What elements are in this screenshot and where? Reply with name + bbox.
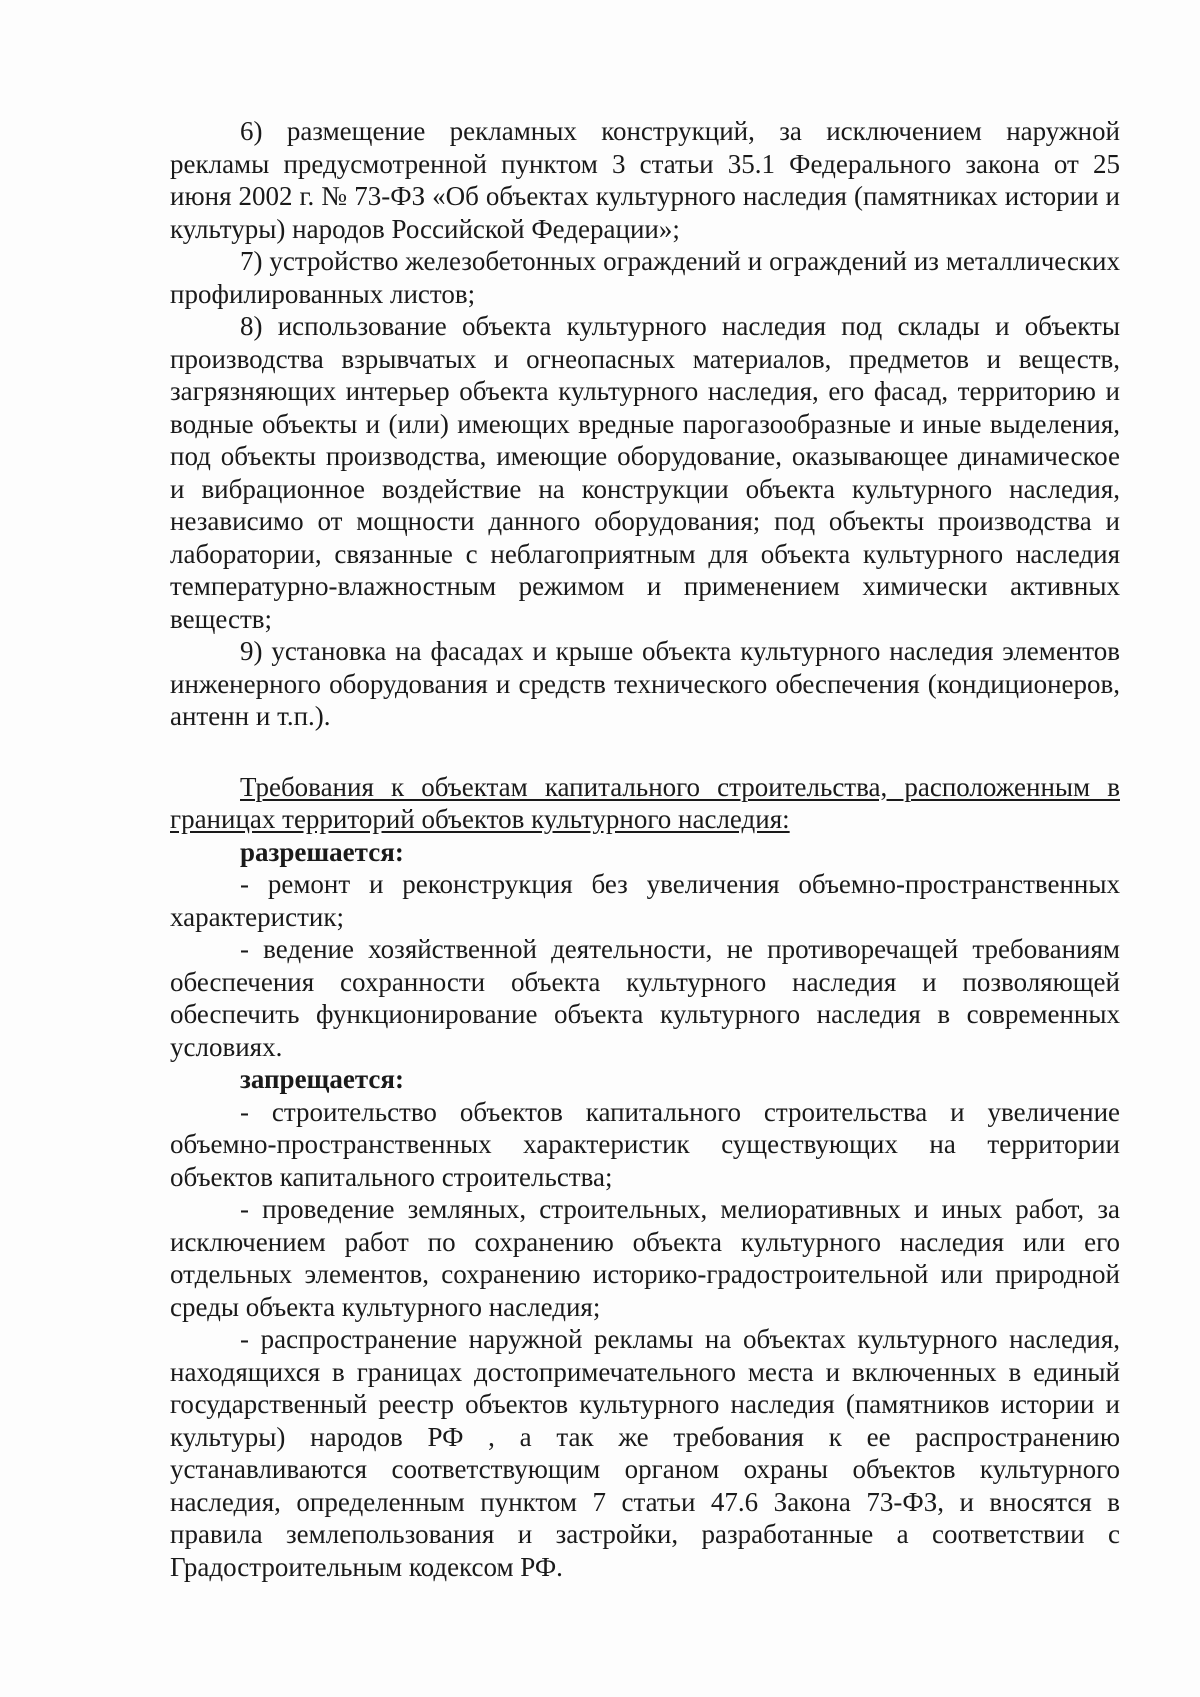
paragraph-item-8: 8) использование объекта культурного наследия под склады и объекты производства взрывчатых и огнеопасных материалов, предметов и веществ, загрязняющих интерьер объекта культурного наследия, его фасад, территорию и водные объекты и (или) имеющих вредные парогазообразные и иные выделения, под объекты производства, имеющие оборудование, оказывающее динамическое и вибрационное воздействие на конструкции объекта культурного наследия, независимо от мощности данного оборудования; под объекты производства и лаборатории, связанные с неблагоприятным для объекта культурного наследия температурно-влажностным режимом и применением химически активных веществ; [170,311,1120,634]
forbidden-label: запрещается: [240,1064,405,1094]
allowed-item: - ведение хозяйственной деятельности, не противоречащей требованиям обеспечения сохранности объекта культурного наследия и позволяющей обеспечить функционирование объекта культурного наследия в современных условиях. [170,934,1120,1062]
allowed-item: - ремонт и реконструкция без увеличения объемно-пространственных характеристик; [170,869,1120,932]
document-body [170,115,1120,1583]
paragraph-item-9: 9) установка на фасадах и крыше объекта культурного наследия элементов инженерного оборудования и средств технического обеспечения (кондиционеров, антенн и т.п.). [170,636,1120,731]
section-heading: Требования к объектам капитального строительства, расположенным в границах территорий объектов культурного наследия: [170,771,1120,834]
forbidden-item: - распространение наружной рекламы на объектах культурного наследия, находящихся в границах достопримечательного места и включенных в единый государственный реестр объектов культурного наследия (памятников истории и культуры) народов РФ , а так же требования к ее распространению устанавливаются соответствующим органом охраны объектов культурного наследия, определенным пунктом 7 статьи 47.6 Закона 73-ФЗ, и вносятся в правила землепользования и застройки, разработанные а соответствии с Градостроительным кодексом РФ. [170,1324,1120,1582]
paragraph-item-7: 7) устройство железобетонных ограждений и ограждений из металлических профилированных листов; [170,246,1120,309]
forbidden-item: - проведение земляных, строительных, мелиоративных и иных работ, за исключением работ по сохранению объекта культурного наследия или его отдельных элементов, сохранению историко-градостроительной или природной среды объекта культурного наследия; [170,1194,1120,1322]
allowed-label: разрешается: [240,836,404,867]
paragraph-item-6: 6) размещение рекламных конструкций, за исключением наружной рекламы предусмотренной пунктом 3 статьи 35.1 Федерального закона от 25 июня 2002 г. № 73-ФЗ «Об объектах культурного наследия (памятниках истории и культуры) народов Российской Федерации»; [170,116,1120,244]
forbidden-item: - строительство объектов капитального строительства и увеличение объемно-пространственных характеристик существующих на территории объектов капитального строительства; [170,1096,1120,1192]
